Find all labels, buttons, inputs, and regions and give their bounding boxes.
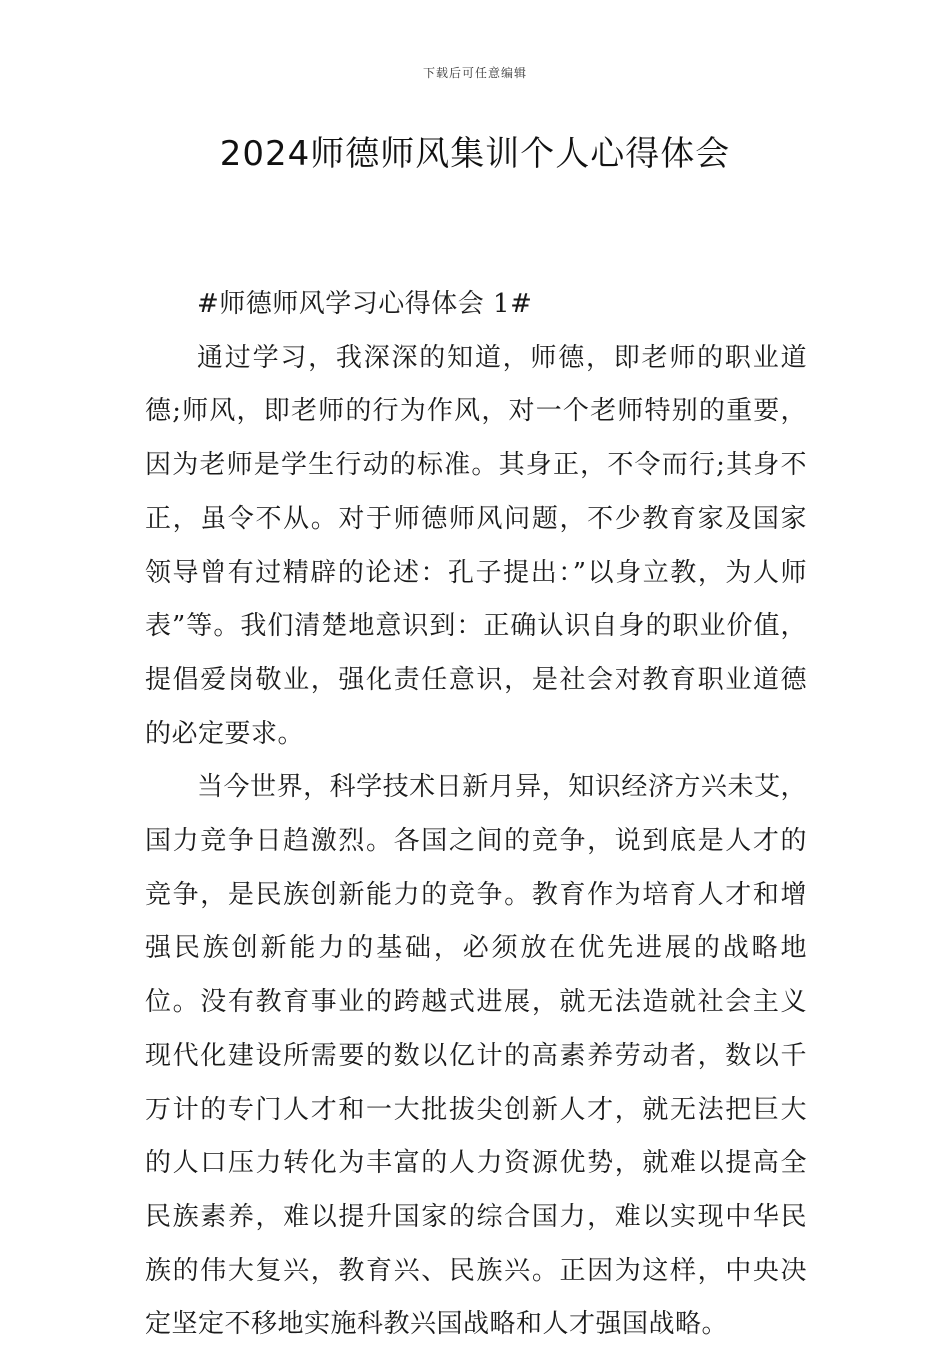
section-heading: #师德师风学习心得体会 1# [197,289,533,319]
header-note: 下载后可任意编辑 [422,66,527,80]
document-title: 2024师德师风集训个人心得体会 [219,134,731,174]
body-paragraph: 通过学习，我深深的知道，师德，即老师的职业道德;师风，即老师的行为作风，对一个老师特别的重要，因为老师是学生行动的标准。其身正，不令而行;其身不正，虽令不从。对于师德师风问题，不少教育家及国家领导曾有过精辟的论述：孔子提出：”以身立教，为人师表”等。我们清楚地意识到：正确认识自身的职业价值，提倡爱岗敬业，强化责任意识，是社会对教育职业道德的必定要求。 [145,342,807,749]
body-paragraph: 当今世界，科学技术日新月异，知识经济方兴未艾，国力竞争日趋激烈。各国之间的竞争，说到底是人才的竞争，是民族创新能力的竞争。教育作为培育人才和增强民族创新能力的基础，必须放在优先进展的战略地位。没有教育事业的跨越式进展，就无法造就社会主义现代化建设所需要的数以亿计的高素养劳动者，数以千万计的专门人才和一大批拔尖创新人才，就无法把巨大的人口压力转化为丰富的人力资源优势，就难以提高全民族素养，难以提升国家的综合国力，难以实现中华民族的伟大复兴，教育兴、民族兴。正因为这样，中央决定坚定不移地实施科教兴国战略和人才强国战略。 [145,772,807,1340]
document-body [145,278,807,1352]
